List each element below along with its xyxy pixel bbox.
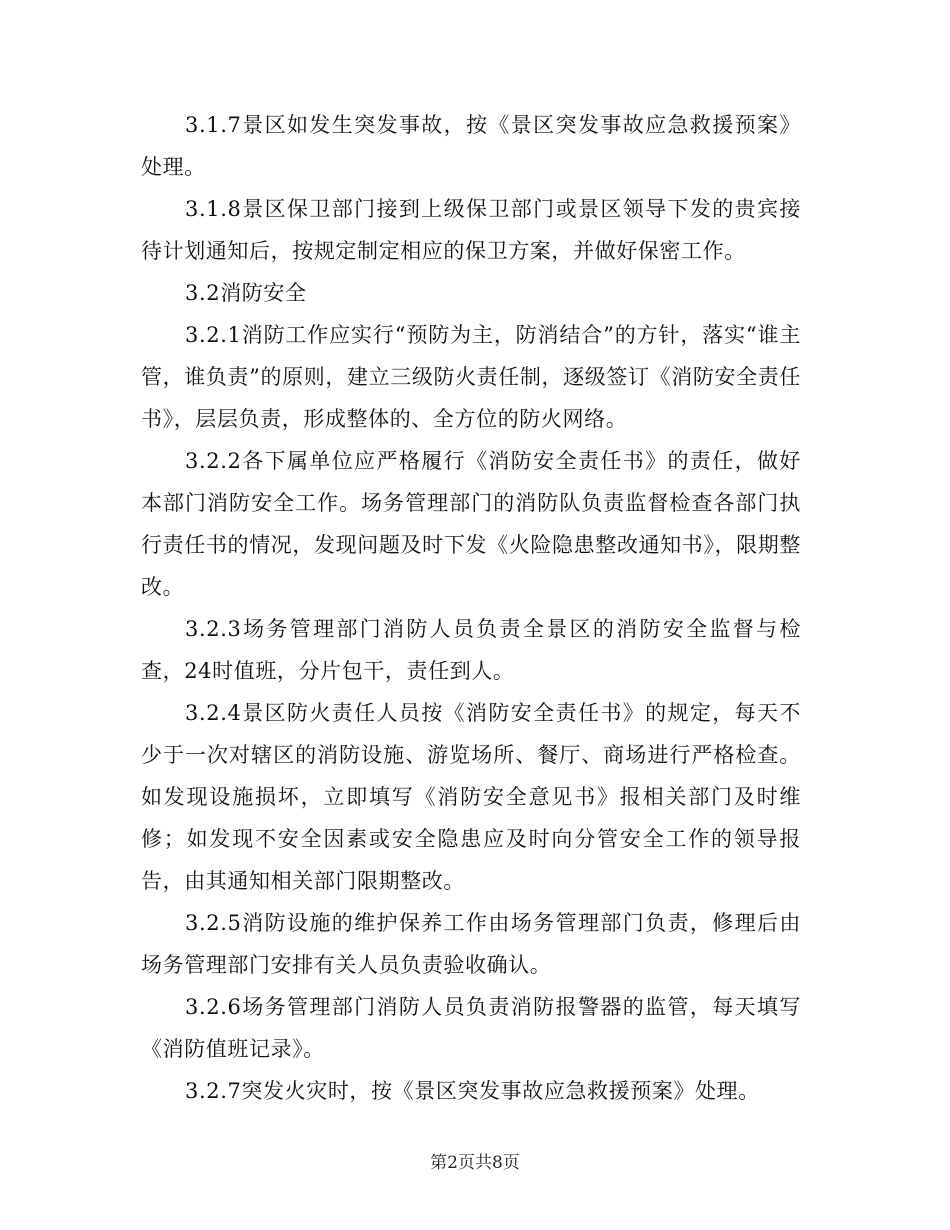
- paragraph-3-2-7: 3.2.7突发火灾时，按《景区突发事故应急救援预案》处理。: [185, 1079, 760, 1103]
- page-number-footer: 第2页共8页: [430, 1153, 520, 1173]
- paragraph-3-1-8: 3.1.8景区保卫部门接到上级保卫部门或景区领导下发的贵宾接待计划通知后，按规定制定相应的保卫方案，并做好保密工作。: [141, 197, 801, 263]
- paragraph-3-2-1: 3.2.1消防工作应实行“预防为主，防消结合”的方针，落实“谁主管，谁负责”的原则，建立三级防火责任制，逐级签订《消防安全责任书》，层层负责，形成整体的、全方位的防火网络。: [141, 323, 801, 431]
- paragraph-3-2-6: 3.2.6场务管理部门消防人员负责消防报警器的监管，每天填写《消防值班记录》。: [141, 995, 801, 1061]
- paragraph-3-2-3: 3.2.3场务管理部门消防人员负责全景区的消防安全监督与检查，24时值班，分片包干，责任到人。: [141, 617, 801, 683]
- paragraph-3-1-7: 3.1.7景区如发生突发事故，按《景区突发事故应急救援预案》处理。: [141, 113, 801, 179]
- paragraph-3-2-5: 3.2.5消防设施的维护保养工作由场务管理部门负责，修理后由场务管理部门安排有关人员负责验收确认。: [141, 911, 801, 977]
- section-heading-3-2: 3.2消防安全: [185, 281, 307, 305]
- paragraph-3-2-2: 3.2.2各下属单位应严格履行《消防安全责任书》的责任，做好本部门消防安全工作。场务管理部门的消防队负责监督检查各部门执行责任书的情况，发现问题及时下发《火险隐患整改通知书》，限期整改。: [141, 449, 801, 599]
- paragraph-3-2-4: 3.2.4景区防火责任人员按《消防安全责任书》的规定，每天不少于一次对辖区的消防设施、游览场所、餐厅、商场进行严格检查。如发现设施损坏，立即填写《消防安全意见书》报相关部门及时维修；如发现不安全因素或安全隐患应及时向分管安全工作的领导报告，由其通知相关部门限期整改。: [141, 701, 801, 893]
- document-body: [141, 104, 801, 1112]
